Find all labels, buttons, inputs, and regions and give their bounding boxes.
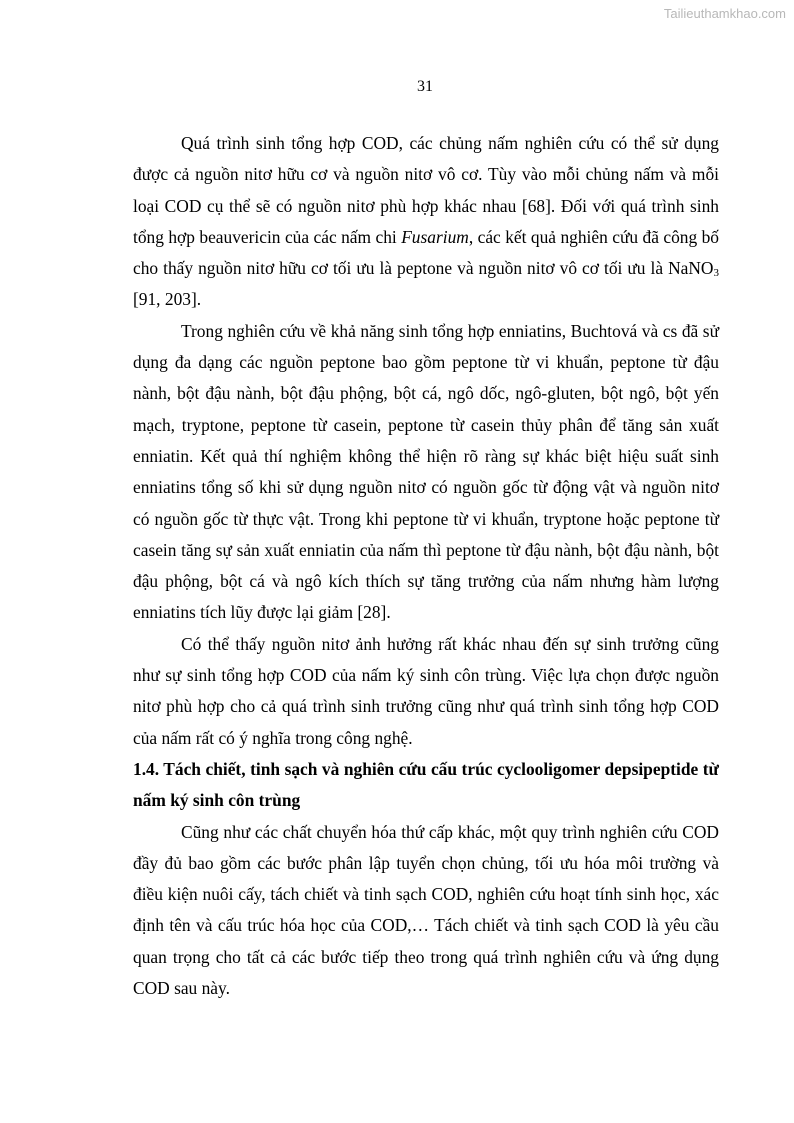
p1-text-b: , các kết quả nghiên cứu đã công bố cho thấy nguồn nitơ hữu cơ tối ưu là peptone và nguồn nitơ vô cơ tối ưu là NaNO	[133, 226, 719, 279]
p1-text-a: Quá trình sinh tổng hợp COD, các chủng nấm nghiên cứu có thể sử dụng được cả nguồn nitơ hữu cơ và nguồn nitơ vô cơ. Tùy vào mỗi chủng nấm và mỗi loại COD cụ thể sẽ có nguồn nitơ phù hợp khác nhau [68]. Đối với quá trình sinh tổng hợp beauvericin của các nấm chi	[133, 133, 719, 247]
watermark: Tailieuthamkhao.com	[663, 6, 786, 21]
fusarium-italic: Fusarium	[401, 226, 469, 247]
p1-text-c: [91, 203].	[133, 289, 202, 310]
paragraph-extraction: Cũng như các chất chuyển hóa thứ cấp khác, một quy trình nghiên cứu COD đầy đủ bao gồm các bước phân lập tuyển chọn chủng, tối ưu hóa môi trường và điều kiện nuôi cấy, tách chiết và tinh sạch COD, nghiên cứu hoạt tính sinh học, xác định tên và cấu trúc hóa học của COD,… Tách chiết và tinh sạch COD là yêu cầu quan trọng cho tất cả các bước tiếp theo trong quá trình nghiên cứu và ứng dụng COD sau này.	[133, 821, 719, 999]
section-heading: 1.4. Tách chiết, tinh sạch và nghiên cứu cấu trúc cyclooligomer depsipeptide từ nấm ký sinh côn trùng	[133, 758, 719, 811]
subscript-3: 3	[713, 267, 719, 280]
paragraph-nitrogen-sources	[133, 128, 719, 316]
page-number: 31	[417, 78, 433, 95]
paragraph-conclusion: Có thể thấy nguồn nitơ ảnh hưởng rất khác nhau đến sự sinh trưởng cũng như sự sinh tổng hợp COD của nấm ký sinh côn trùng. Việc lựa chọn được nguồn nitơ phù hợp cho cả quá trình sinh trưởng cũng như quá trình sinh tổng hợp COD của nấm rất có ý nghĩa trong công nghệ.	[133, 633, 719, 748]
paragraph-enniatins: Trong nghiên cứu về khả năng sinh tổng hợp enniatins, Buchtová và cs đã sử dụng đa dạng các nguồn peptone bao gồm peptone từ vi khuẩn, peptone từ đậu nành, bột đậu nành, bột đậu phộng, bột cá, ngô dốc, ngô-gluten, bột ngô, bột yến mạch, tryptone, peptone từ casein, peptone từ casein thủy phân để tăng sản xuất enniatin. Kết quả thí nghiệm không thể hiện rõ ràng sự khác biệt hiệu suất sinh enniatins tổng số khi sử dụng nguồn nitơ có nguồn gốc từ động vật và nguồn nitơ có nguồn gốc từ thực vật. Trong khi peptone từ vi khuẩn, tryptone hoặc peptone từ casein tăng sự sản xuất enniatin của nấm thì peptone từ đậu nành, bột đậu nành, bột đậu phộng, bột cá và ngô kích thích sự tăng trưởng của nấm nhưng hàm lượng enniatins tích lũy được lại giảm [28].	[133, 320, 719, 623]
document-body	[133, 128, 719, 1004]
